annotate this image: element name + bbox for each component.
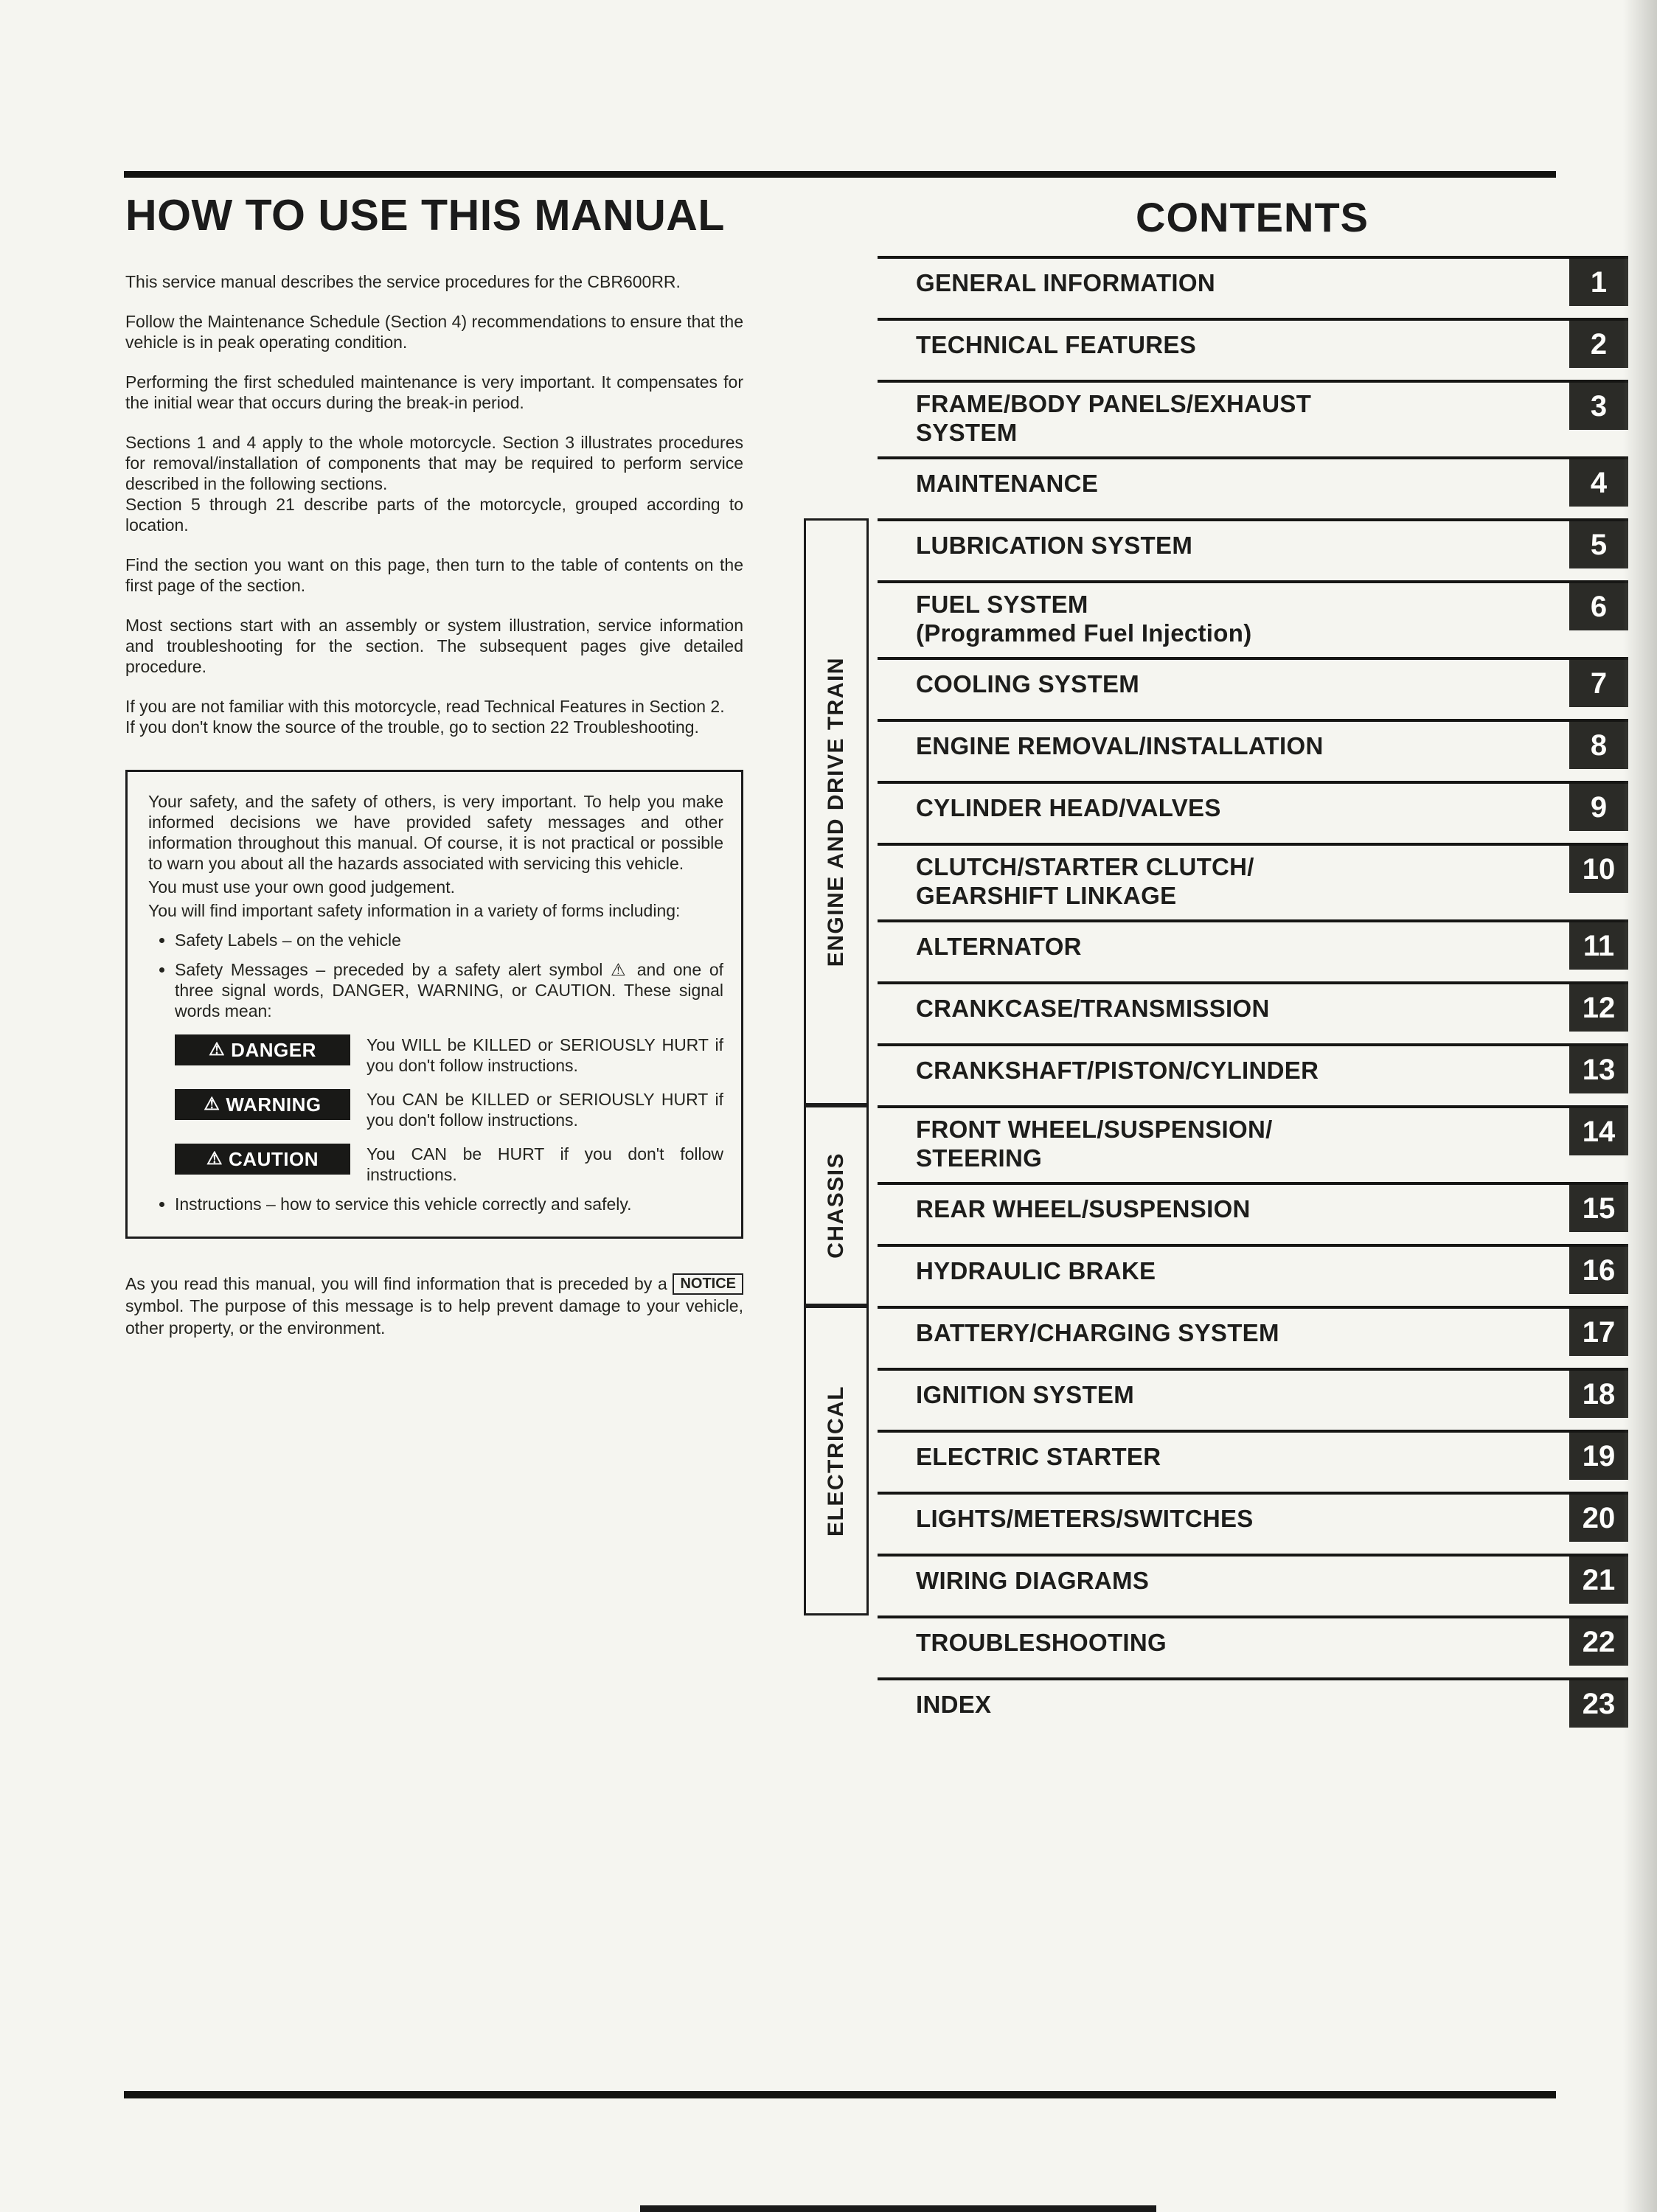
toc-row[interactable] (878, 1306, 1628, 1368)
alert-triangle-icon: ⚠ (611, 960, 629, 979)
toc-row[interactable] (878, 580, 1628, 657)
toc-label-line1: IGNITION SYSTEM (916, 1381, 1135, 1408)
toc-row[interactable] (878, 1244, 1628, 1306)
toc-label-line1: LUBRICATION SYSTEM (916, 532, 1193, 559)
toc-item-label (916, 1628, 1628, 1657)
scan-edge-shadow (1623, 0, 1657, 2212)
toc-label-line1: CYLINDER HEAD/VALVES (916, 794, 1221, 821)
toc-label-line1: BATTERY/CHARGING SYSTEM (916, 1319, 1279, 1346)
top-rule (124, 171, 1556, 178)
toc-item-label (916, 1056, 1628, 1085)
toc-label-line2: STEERING (916, 1144, 1043, 1172)
toc-label-line1: HYDRAULIC BRAKE (916, 1257, 1156, 1284)
toc-label-line1: TECHNICAL FEATURES (916, 331, 1197, 358)
toc-item-number: 6 (1569, 583, 1628, 630)
toc-item-number: 9 (1569, 784, 1628, 831)
toc-item-number: 17 (1569, 1309, 1628, 1356)
toc-row[interactable] (878, 1105, 1628, 1182)
toc-label-line1: CRANKSHAFT/PISTON/CYLINDER (916, 1057, 1319, 1084)
toc-item-label (916, 1442, 1628, 1471)
page-title: HOW TO USE THIS MANUAL (125, 191, 725, 240)
toc-item-number: 7 (1569, 660, 1628, 707)
toc-item-label (916, 330, 1628, 359)
contents-title: CONTENTS (1136, 194, 1369, 240)
table-of-contents (804, 256, 1628, 1739)
toc-row[interactable] (878, 781, 1628, 843)
toc-item-label (916, 268, 1628, 297)
toc-item-number: 5 (1569, 521, 1628, 568)
toc-label-line1: CLUTCH/STARTER CLUTCH/ (916, 853, 1254, 880)
warning-badge (175, 1089, 350, 1120)
toc-row[interactable] (878, 1182, 1628, 1244)
toc-item-number: 19 (1569, 1433, 1628, 1480)
toc-row[interactable] (878, 981, 1628, 1043)
signal-word: DANGER (231, 1039, 316, 1061)
toc-row[interactable] (878, 1554, 1628, 1615)
scan-artifact (640, 2205, 1156, 2212)
toc-item-label (916, 731, 1628, 760)
group-label: ELECTRICAL (824, 1385, 848, 1537)
toc-item-label (916, 1318, 1628, 1347)
toc-row[interactable] (878, 1368, 1628, 1430)
safety-list (148, 930, 723, 1214)
body-paragraph: Find the section you want on this page, then turn to the table of contents on the first page of the section. (125, 555, 743, 595)
toc-item-number: 14 (1569, 1108, 1628, 1155)
alert-triangle-icon: ⚠ (209, 1040, 226, 1060)
toc-row[interactable] (878, 1492, 1628, 1554)
signal-row-warning (175, 1089, 723, 1130)
toc-item-label (916, 469, 1628, 498)
toc-row[interactable] (878, 1043, 1628, 1105)
toc-row[interactable] (878, 1615, 1628, 1677)
toc-item-label (916, 1380, 1628, 1409)
toc-item-label (916, 852, 1628, 910)
toc-item-number: 2 (1569, 321, 1628, 368)
toc-label-line2: SYSTEM (916, 419, 1018, 446)
toc-row[interactable] (878, 318, 1628, 380)
toc-item-number: 16 (1569, 1247, 1628, 1294)
toc-label-line1: INDEX (916, 1691, 992, 1718)
notice-text-post: symbol. The purpose of this message is to help prevent damage to your vehicle, other property, or the environment. (125, 1296, 743, 1338)
toc-row[interactable] (878, 518, 1628, 580)
toc-row[interactable] (878, 657, 1628, 719)
alert-triangle-icon: ⚠ (206, 1149, 223, 1169)
signal-word-definitions (175, 1034, 723, 1185)
toc-item-label (916, 531, 1628, 560)
alert-triangle-icon: ⚠ (204, 1094, 220, 1114)
signal-word: CAUTION (229, 1148, 319, 1170)
toc-row[interactable] (878, 919, 1628, 981)
safety-forms: You will find important safety information in a variety of forms including: (148, 901, 681, 920)
toc-item-number: 11 (1569, 922, 1628, 970)
toc-row[interactable] (878, 1677, 1628, 1739)
toc-label-line1: LIGHTS/METERS/SWITCHES (916, 1505, 1254, 1532)
toc-item-number: 13 (1569, 1046, 1628, 1093)
toc-rows (878, 256, 1628, 1739)
body-paragraph: Most sections start with an assembly or system illustration, service information and troubleshooting for the section. The subsequent pages give detailed procedure. (125, 616, 743, 676)
safety-intro: Your safety, and the safety of others, is very important. To help you make informed decisions we have provided safety messages and other information throughout this manual. Of course, it is not practical or possible to warn you about all the hazards associated with servicing this vehicle. (148, 792, 723, 873)
toc-item-label (916, 1115, 1628, 1172)
safety-messages-text-post: and one of three signal words, DANGER, WARNING, or CAUTION. These signal words mean: (175, 960, 724, 1020)
signal-text: You CAN be KILLED or SERIOUSLY HURT if you don't follow instructions. (367, 1090, 723, 1130)
group-label: ENGINE AND DRIVE TRAIN (824, 656, 848, 967)
toc-item-number: 3 (1569, 383, 1628, 430)
toc-item-label (916, 1690, 1628, 1719)
toc-item-label (916, 590, 1628, 647)
toc-item-label (916, 1566, 1628, 1595)
safety-judgement: You must use your own good judgement. (148, 877, 455, 897)
toc-item-number: 10 (1569, 846, 1628, 893)
bottom-rule (124, 2091, 1556, 2098)
notice-paragraph (125, 1273, 743, 1339)
body-paragraph: If you don't know the source of the trouble, go to section 22 Troubleshooting. (125, 717, 699, 737)
toc-label-line1: ELECTRIC STARTER (916, 1443, 1161, 1470)
notice-box: NOTICE (673, 1273, 743, 1295)
safety-bullet-instructions: • Instructions – how to service this vehicle correctly and safely. (175, 1194, 723, 1214)
toc-item-label (916, 669, 1628, 698)
toc-label-line2: GEARSHIFT LINKAGE (916, 882, 1177, 909)
toc-label-line1: ENGINE REMOVAL/INSTALLATION (916, 732, 1324, 759)
toc-item-number: 12 (1569, 984, 1628, 1032)
notice-text-pre: As you read this manual, you will find information that is preceded by a (125, 1274, 667, 1293)
toc-item-number: 20 (1569, 1495, 1628, 1542)
danger-badge (175, 1034, 350, 1065)
toc-label-line1: WIRING DIAGRAMS (916, 1567, 1150, 1594)
toc-item-number: 1 (1569, 259, 1628, 306)
toc-item-number: 18 (1569, 1371, 1628, 1418)
toc-item-label (916, 994, 1628, 1023)
toc-item-label (916, 389, 1628, 447)
body-paragraph: Follow the Maintenance Schedule (Section 4) recommendations to ensure that the vehicle is in peak operating condition. (125, 312, 743, 352)
group-electrical (804, 1306, 869, 1615)
toc-label-line1: FRONT WHEEL/SUSPENSION/ (916, 1116, 1273, 1143)
body-paragraph: Section 5 through 21 describe parts of the motorcycle, grouped according to location. (125, 495, 743, 535)
toc-item-label (916, 793, 1628, 822)
body-paragraph: Sections 1 and 4 apply to the whole motorcycle. Section 3 illustrates procedures for removal/installation of components that may be required to perform service described in the following sections. (125, 433, 743, 493)
toc-label-line1: CRANKCASE/TRANSMISSION (916, 995, 1270, 1022)
safety-bullet-messages (175, 959, 723, 1185)
toc-row[interactable] (878, 380, 1628, 456)
toc-label-line1: TROUBLESHOOTING (916, 1629, 1167, 1656)
toc-row[interactable] (878, 1430, 1628, 1492)
toc-label-line1: REAR WHEEL/SUSPENSION (916, 1195, 1251, 1222)
signal-text: You CAN be HURT if you don't follow instructions. (367, 1144, 723, 1184)
caution-badge (175, 1144, 350, 1175)
body-paragraph: Performing the first scheduled maintenance is very important. It compensates for the initial wear that occurs during the break-in period. (125, 372, 743, 412)
toc-item-number: 4 (1569, 459, 1628, 507)
left-column (125, 190, 743, 1339)
toc-item-label (916, 932, 1628, 961)
signal-word: WARNING (226, 1093, 322, 1116)
body-paragraph: This service manual describes the service procedures for the CBR600RR. (125, 272, 681, 291)
safety-box (125, 770, 743, 1239)
toc-label-line1: GENERAL INFORMATION (916, 269, 1215, 296)
toc-item-label (916, 1256, 1628, 1285)
toc-label-line1: COOLING SYSTEM (916, 670, 1140, 698)
toc-item-number: 15 (1569, 1185, 1628, 1232)
toc-label-line2: (Programmed Fuel Injection) (916, 619, 1252, 647)
toc-row[interactable] (878, 843, 1628, 919)
toc-item-number: 21 (1569, 1557, 1628, 1604)
signal-row-caution (175, 1144, 723, 1185)
toc-row[interactable] (878, 719, 1628, 781)
signal-text: You WILL be KILLED or SERIOUSLY HURT if you don't follow instructions. (367, 1035, 723, 1075)
toc-label-line1: MAINTENANCE (916, 470, 1099, 497)
toc-item-label (916, 1194, 1628, 1223)
toc-label-line1: FRAME/BODY PANELS/EXHAUST (916, 390, 1312, 417)
safety-messages-text-pre: Safety Messages – preceded by a safety alert symbol (175, 960, 603, 979)
toc-item-label (916, 1504, 1628, 1533)
group-label: CHASSIS (824, 1152, 848, 1259)
toc-row[interactable] (878, 256, 1628, 318)
safety-bullet-labels: • Safety Labels – on the vehicle (175, 930, 723, 950)
signal-row-danger (175, 1034, 723, 1076)
body-paragraph: If you are not familiar with this motorcycle, read Technical Features in Section 2. (125, 697, 725, 716)
toc-item-number: 22 (1569, 1618, 1628, 1666)
group-engine-and-drive-train (804, 518, 869, 1105)
toc-item-number: 8 (1569, 722, 1628, 769)
group-chassis (804, 1105, 869, 1306)
toc-item-number: 23 (1569, 1680, 1628, 1728)
toc-label-line1: FUEL SYSTEM (916, 591, 1088, 618)
toc-label-line1: ALTERNATOR (916, 933, 1082, 960)
toc-row[interactable] (878, 456, 1628, 518)
